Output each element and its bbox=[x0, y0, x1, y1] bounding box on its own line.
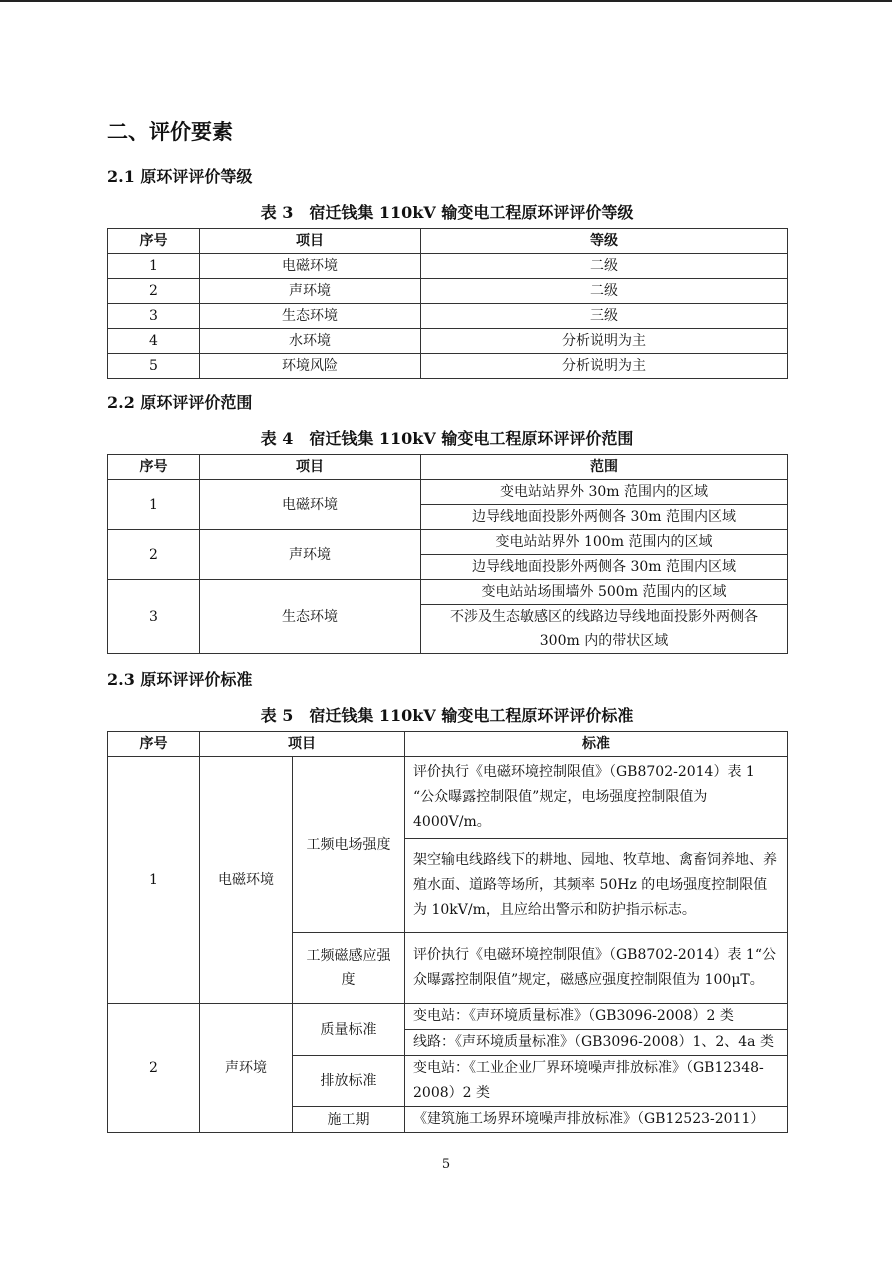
table-cell: 1 bbox=[108, 757, 200, 1004]
table-header-row bbox=[108, 732, 788, 757]
table-cell: 评价执行《电磁环境控制限值》（GB8702-2014）表 1“公众曝露控制限值”规定，磁感应强度控制限值为 100μT。 bbox=[405, 933, 788, 1004]
table-cell: 变电站站界外 100m 范围内的区域 bbox=[421, 530, 788, 555]
table-cell: 质量标准 bbox=[293, 1004, 405, 1056]
table-cell: 线路：《声环境质量标准》（GB3096-2008）1、2、4a 类 bbox=[405, 1030, 788, 1056]
table-row bbox=[108, 1004, 788, 1030]
table-cell: 生态环境 bbox=[200, 580, 421, 654]
table-cell: 工频磁感应强度 bbox=[293, 933, 405, 1004]
table-cell: 电磁环境 bbox=[200, 254, 421, 279]
header-cell: 项目 bbox=[200, 229, 421, 254]
table-row bbox=[108, 354, 788, 379]
table-cell: 电磁环境 bbox=[200, 757, 293, 1004]
table-cell: 评价执行《电磁环境控制限值》（GB8702-2014）表 1 “公众曝露控制限值”规定，电场强度控制限值为 4000V/m。 bbox=[405, 757, 788, 839]
subsection-2-3-title: 2.3 原环评评价标准 bbox=[107, 670, 253, 689]
table-cell: 2 bbox=[108, 1004, 200, 1133]
table-cell: 声环境 bbox=[200, 1004, 293, 1133]
header-cell: 项目 bbox=[200, 455, 421, 480]
table-cell: 三级 bbox=[421, 304, 788, 329]
table-header-row bbox=[108, 455, 788, 480]
top-border-line bbox=[0, 0, 892, 2]
header-cell: 等级 bbox=[421, 229, 788, 254]
table-row bbox=[108, 480, 788, 505]
table-cell: 5 bbox=[108, 354, 200, 379]
table-cell: 排放标准 bbox=[293, 1056, 405, 1107]
table-row bbox=[108, 254, 788, 279]
table-row bbox=[108, 757, 788, 839]
table-header-row bbox=[108, 229, 788, 254]
table-cell: 4 bbox=[108, 329, 200, 354]
table3-evaluation-grade bbox=[107, 228, 788, 379]
table-row bbox=[108, 279, 788, 304]
table-cell: 边导线地面投影外两侧各 30m 范围内区域 bbox=[421, 505, 788, 530]
table-cell: 电磁环境 bbox=[200, 480, 421, 530]
table-cell: 生态环境 bbox=[200, 304, 421, 329]
table-cell: 环境风险 bbox=[200, 354, 421, 379]
table4-caption: 表 4 宿迁钱集 110kV 输变电工程原环评评价范围 bbox=[260, 429, 634, 448]
table-cell: 变电站：《工业企业厂界环境噪声排放标准》（GB12348-2008）2 类 bbox=[405, 1056, 788, 1107]
header-cell: 序号 bbox=[108, 455, 200, 480]
subsection-2-1-title: 2.1 原环评评价等级 bbox=[107, 167, 253, 186]
header-cell: 范围 bbox=[421, 455, 788, 480]
table-row bbox=[108, 530, 788, 555]
table-cell: 水环境 bbox=[200, 329, 421, 354]
table-cell: 《建筑施工场界环境噪声排放标准》（GB12523-2011） bbox=[405, 1107, 788, 1133]
table-cell: 变电站站场围墙外 500m 范围内的区域 bbox=[421, 580, 788, 605]
header-cell: 序号 bbox=[108, 229, 200, 254]
table-cell: 3 bbox=[108, 304, 200, 329]
table-cell: 2 bbox=[108, 279, 200, 304]
table-cell: 不涉及生态敏感区的线路边导线地面投影外两侧各 300m 内的带状区域 bbox=[421, 605, 788, 654]
subsection-2-2-title: 2.2 原环评评价范围 bbox=[107, 393, 253, 412]
table-row bbox=[108, 580, 788, 605]
table3-caption: 表 3 宿迁钱集 110kV 输变电工程原环评评价等级 bbox=[260, 203, 634, 222]
table-cell: 架空输电线路线下的耕地、园地、牧草地、禽畜饲养地、养殖水面、道路等场所，其频率 50Hz 的电场强度控制限值为 10kV/m，且应给出警示和防护指示标志。 bbox=[405, 839, 788, 933]
table-cell: 边导线地面投影外两侧各 30m 范围内区域 bbox=[421, 555, 788, 580]
table-cell: 二级 bbox=[421, 254, 788, 279]
table-row bbox=[108, 329, 788, 354]
table-cell: 分析说明为主 bbox=[421, 354, 788, 379]
header-cell: 项目 bbox=[200, 732, 405, 757]
table-cell: 1 bbox=[108, 480, 200, 530]
table5-caption: 表 5 宿迁钱集 110kV 输变电工程原环评评价标准 bbox=[260, 706, 634, 725]
header-cell: 序号 bbox=[108, 732, 200, 757]
page-number: 5 bbox=[441, 1157, 451, 1172]
table-cell: 声环境 bbox=[200, 279, 421, 304]
table-cell: 1 bbox=[108, 254, 200, 279]
header-cell: 标准 bbox=[405, 732, 788, 757]
table-cell: 施工期 bbox=[293, 1107, 405, 1133]
table-cell: 变电站：《声环境质量标准》（GB3096-2008）2 类 bbox=[405, 1004, 788, 1030]
table4-evaluation-scope bbox=[107, 454, 788, 654]
table-row bbox=[108, 304, 788, 329]
section-heading: 二、评价要素 bbox=[107, 119, 233, 144]
table-cell: 变电站站界外 30m 范围内的区域 bbox=[421, 480, 788, 505]
table-cell: 工频电场强度 bbox=[293, 757, 405, 933]
table-cell: 分析说明为主 bbox=[421, 329, 788, 354]
table-cell: 二级 bbox=[421, 279, 788, 304]
table-cell: 3 bbox=[108, 580, 200, 654]
table-cell: 声环境 bbox=[200, 530, 421, 580]
table5-evaluation-standard bbox=[107, 731, 788, 1133]
table-cell: 2 bbox=[108, 530, 200, 580]
